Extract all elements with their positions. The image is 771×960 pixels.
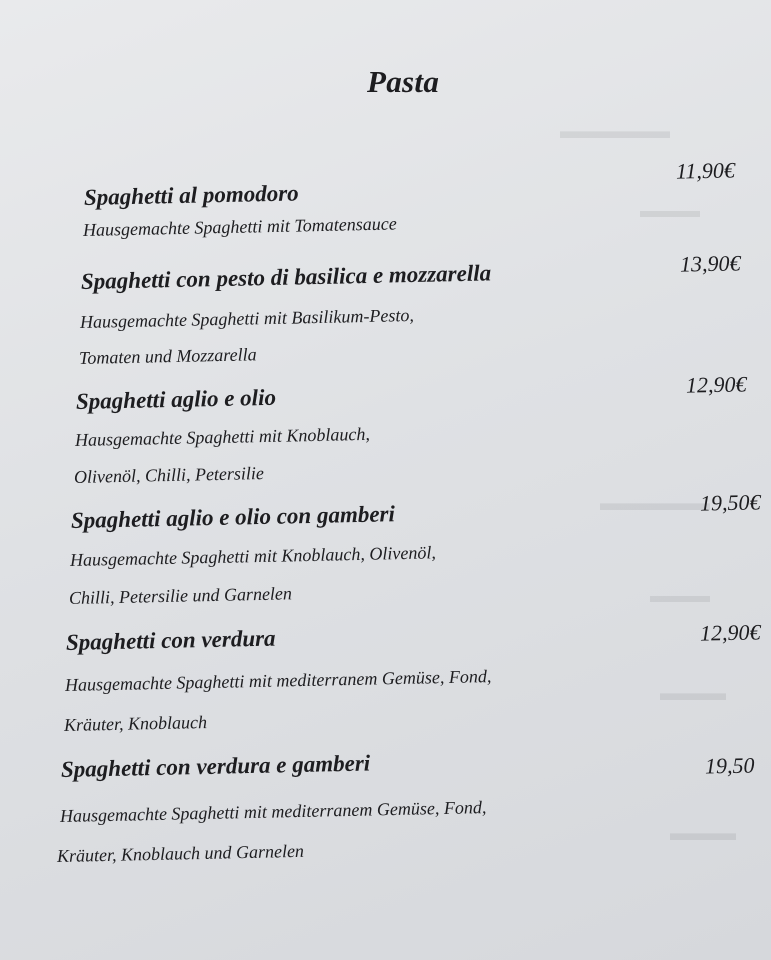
item-description: Kräuter, Knoblauch und Garnelen (56, 840, 305, 866)
item-price: 11,90€ (675, 157, 736, 184)
bleed-through-texture: ▬▬▬▬▬ (560, 118, 670, 143)
item-description: Hausgemachte Spaghetti mit mediterranem Gemüse, Fond, (64, 666, 492, 695)
item-price: 13,90€ (679, 250, 741, 277)
menu-title: Pasta (367, 64, 440, 99)
item-name: Spaghetti con pesto di basilica e mozzarella (80, 260, 492, 294)
item-price: 12,90€ (685, 371, 747, 398)
item-description: Tomaten und Mozzarella (78, 344, 257, 368)
item-name: Spaghetti con verdura (65, 625, 276, 655)
bleed-through-texture: ▬▬▬ (650, 585, 710, 607)
item-description: Olivenöl, Chilli, Petersilie (73, 463, 265, 487)
item-description: Hausgemachte Spaghetti mit Basilikum-Pesto, (79, 305, 415, 332)
item-name: Spaghetti aglio e olio con gamberi (70, 501, 396, 533)
item-price: 12,90€ (699, 619, 761, 646)
bleed-through-texture: ▬▬▬ (640, 200, 700, 222)
item-description: Hausgemachte Spaghetti mit Knoblauch, (74, 423, 371, 450)
item-name: Spaghetti aglio e olio (75, 384, 277, 414)
item-description: Hausgemachte Spaghetti mit Knoblauch, Olivenöl, (69, 542, 437, 570)
bleed-through-texture: ▬▬▬▬▬ (600, 490, 710, 515)
item-description: Hausgemachte Spaghetti mit mediterranem Gemüse, Fond, (59, 797, 487, 826)
item-name: Spaghetti con verdura e gamberi (60, 750, 371, 782)
item-price: 19,50€ (699, 489, 761, 516)
item-description: Hausgemachte Spaghetti mit Tomatensauce (82, 213, 397, 240)
bleed-through-texture: ▬▬▬ (660, 680, 726, 705)
item-description: Chilli, Petersilie und Garnelen (68, 583, 293, 608)
bleed-through-texture: ▬▬▬ (670, 820, 736, 845)
item-price: 19,50 (704, 752, 755, 779)
item-name: Spaghetti al pomodoro (83, 180, 299, 210)
item-description: Kräuter, Knoblauch (63, 712, 208, 735)
